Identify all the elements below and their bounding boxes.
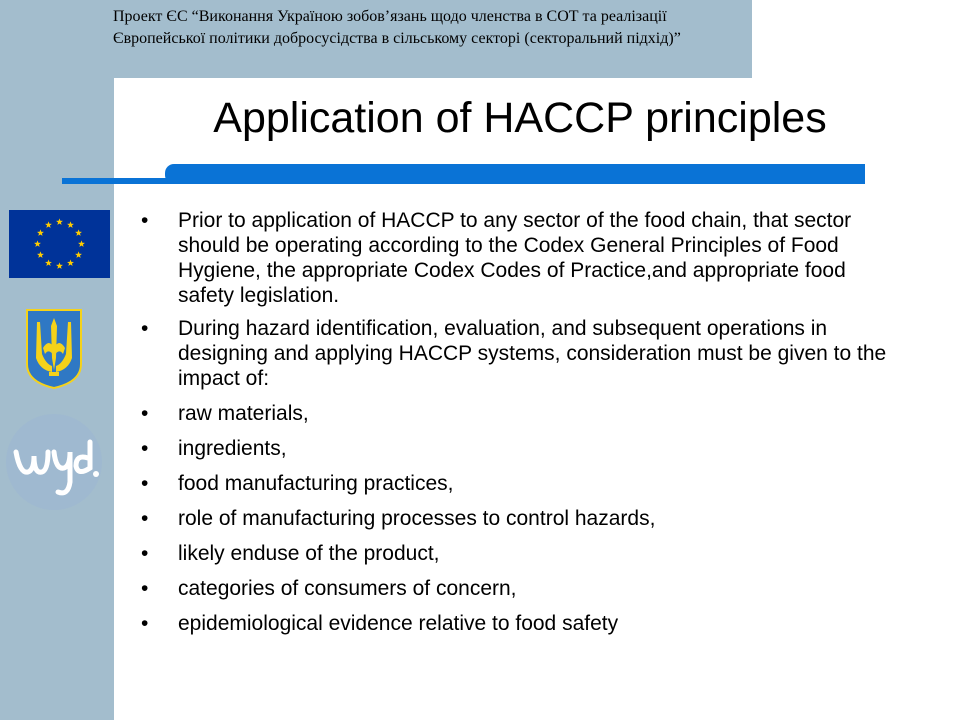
- bullet-item: • Prior to application of HACCP to any sector of the food chain, that sector should be operating according to the Codex General Principles of Food Hygiene, the appropriate Codex Codes of Practice,and appropriate food safety legislation.: [141, 208, 901, 308]
- bullet-item: • raw materials,: [141, 401, 901, 426]
- bullet-item: • During hazard identification, evaluation, and subsequent operations in designing and applying HACCP systems, consideration must be given to the impact of:: [141, 316, 901, 391]
- bullet-item: • food manufacturing practices,: [141, 471, 901, 496]
- eu-flag-icon: [9, 210, 110, 278]
- bullet-list: [141, 208, 901, 646]
- bullet-item: • ingredients,: [141, 436, 901, 461]
- uyd-badge-logo: [4, 412, 104, 512]
- bullet-item: • likely enduse of the product,: [141, 541, 901, 566]
- ukraine-trident-icon: [25, 308, 83, 390]
- title-underline-bar: [165, 164, 865, 184]
- project-header-text: Проект ЄС “Виконання Україною зобов’язань щодо членства в СОТ та реалізації Європейської політики добросусідства в сільському секторі (секторальний підхід)”: [113, 8, 681, 47]
- bullet-item: • role of manufacturing processes to control hazards,: [141, 506, 901, 531]
- bullet-item: • categories of consumers of concern,: [141, 576, 901, 601]
- bullet-item: • epidemiological evidence relative to food safety: [141, 611, 901, 636]
- slide-title: Application of HACCP principles: [213, 94, 827, 142]
